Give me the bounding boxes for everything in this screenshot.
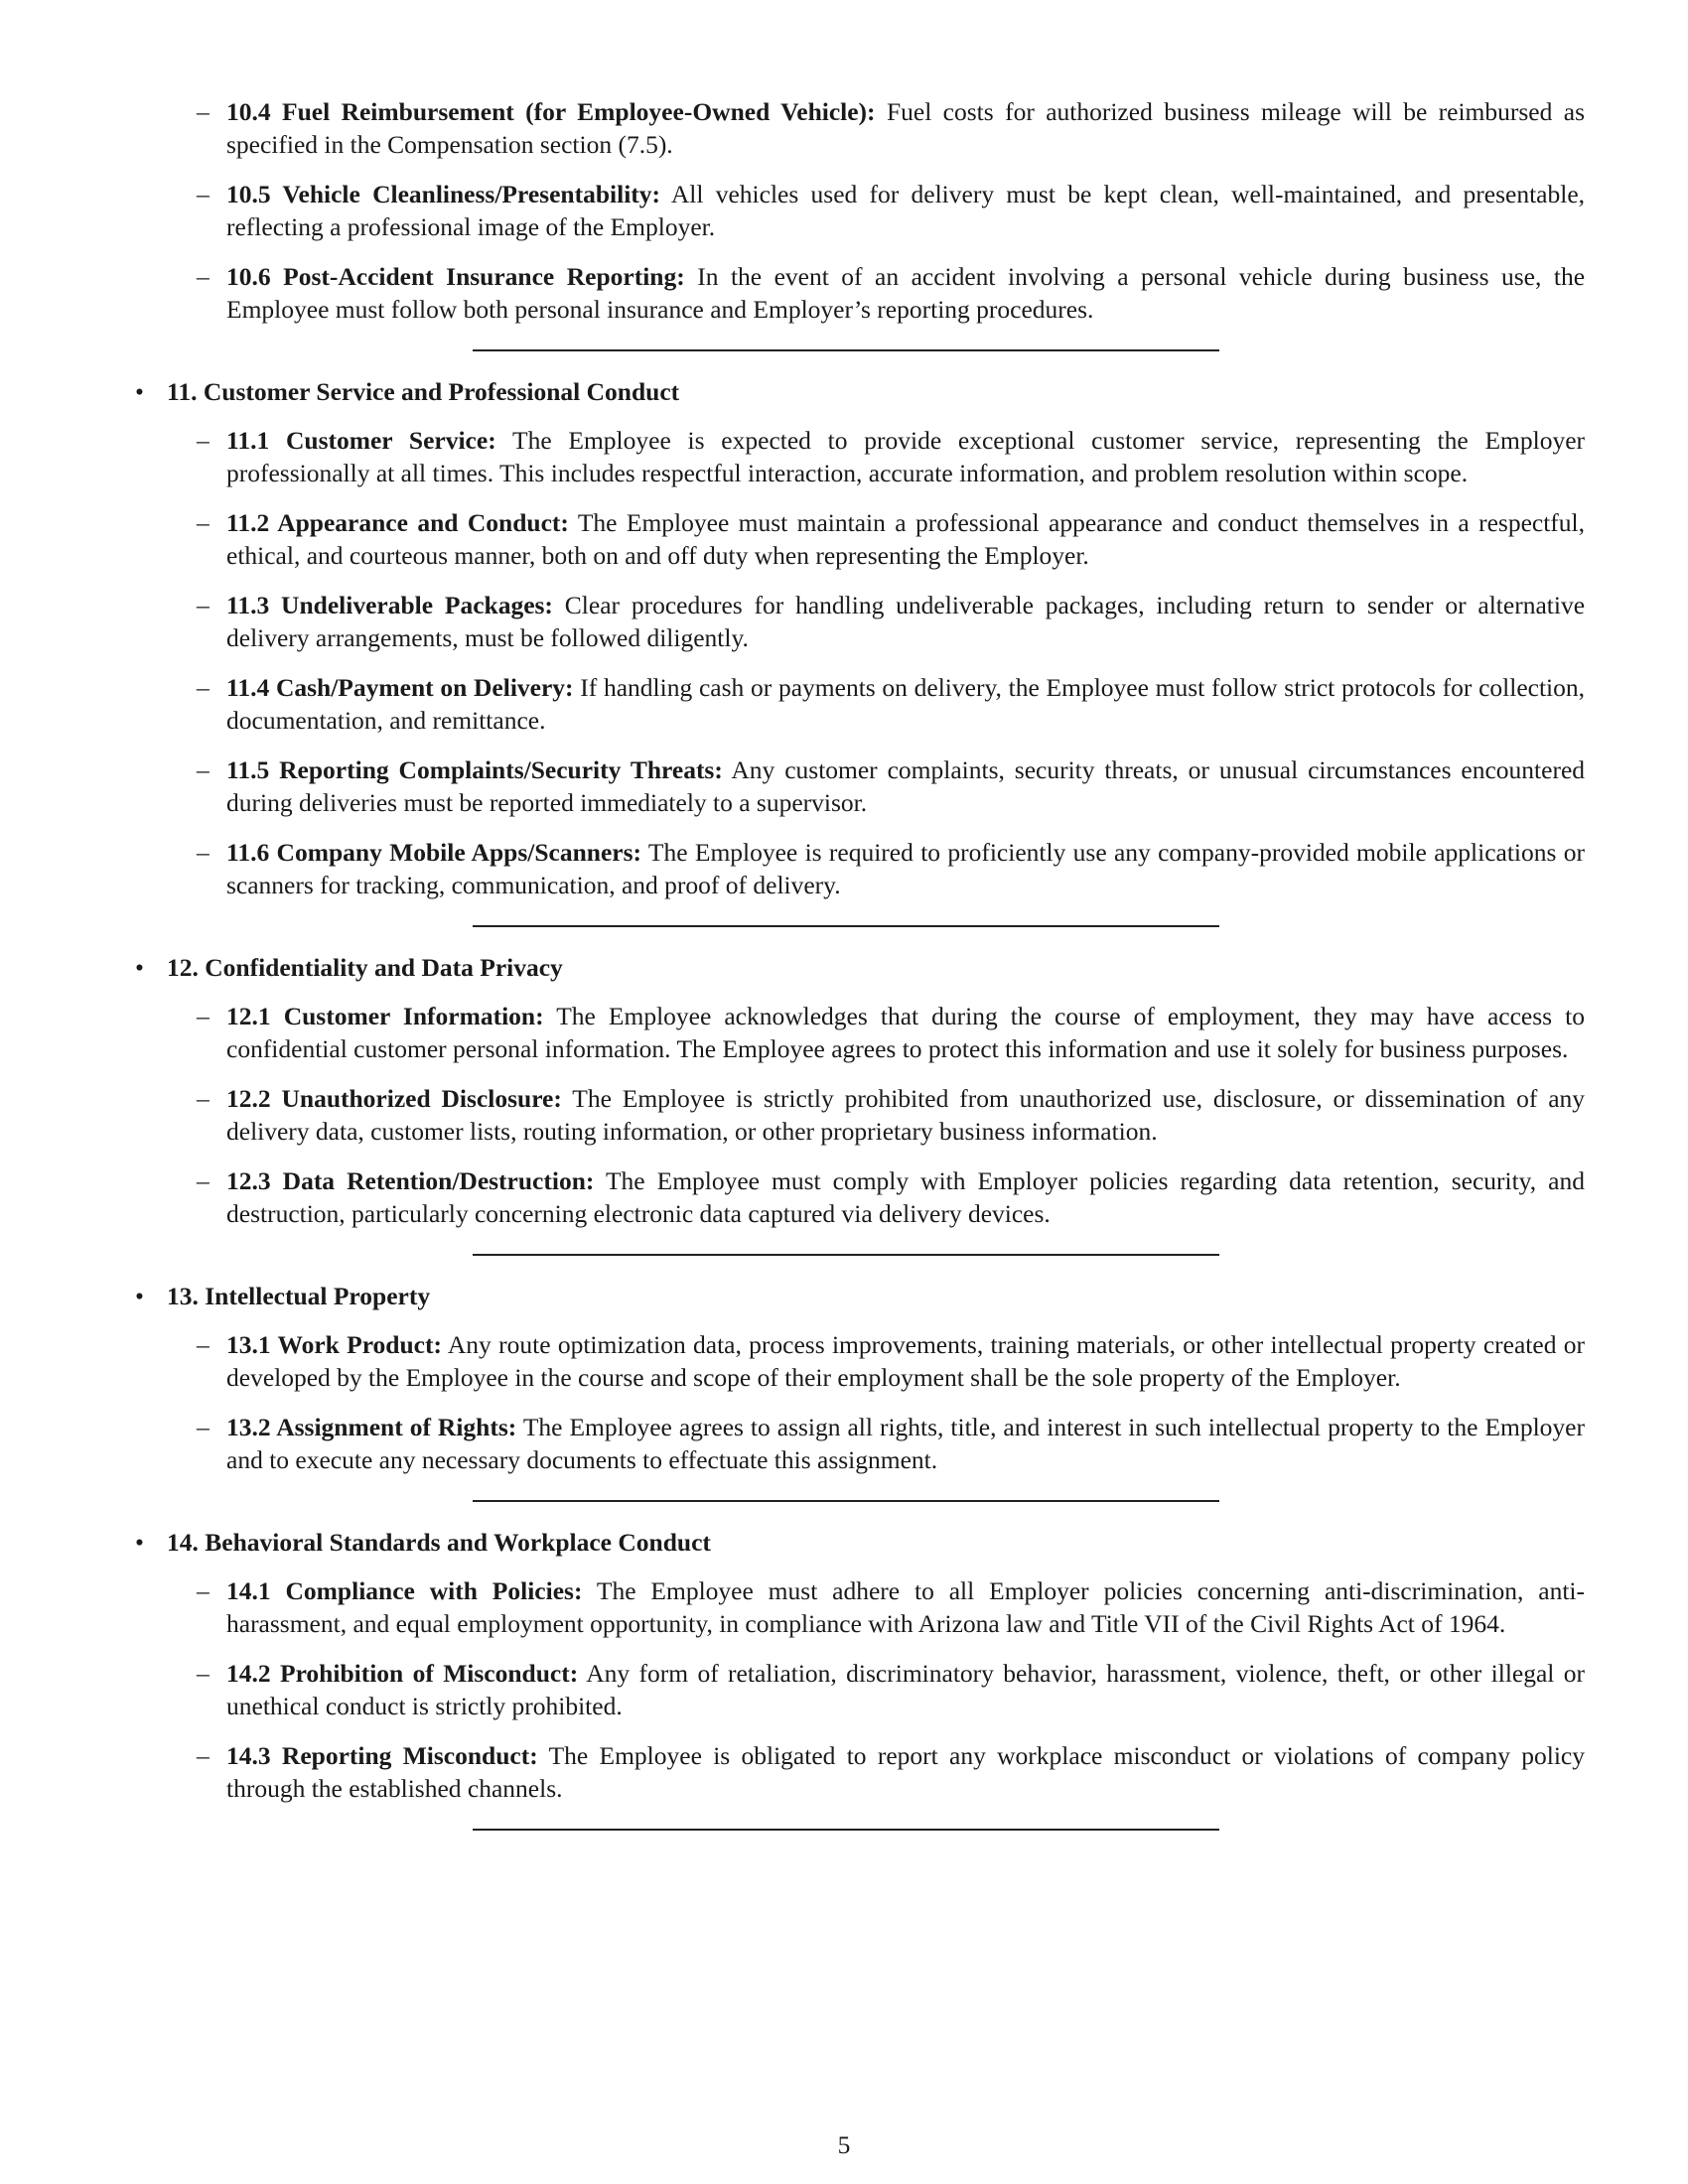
clause-term: 14.3 Reporting Misconduct: — [226, 1741, 538, 1770]
clause-text: The Employee is strictly prohibited from unauthorized use, disclosure, or dissemination of any delivery data, customer lists, routing information, or other proprietary business information. — [226, 1084, 1586, 1146]
clause-text: The Employee must comply with Employer policies regarding data retention, security, and destruction, particularly concerning electronic data captured via delivery devices. — [226, 1166, 1585, 1228]
clause-text: The Employee is obligated to report any workplace misconduct or violations of company policy through the established channels. — [226, 1741, 1585, 1803]
dash-marker: – — [197, 1166, 210, 1195]
clause-term: 13.1 Work Product: — [226, 1330, 442, 1359]
clause-term: 10.5 Vehicle Cleanliness/Presentability: — [226, 180, 661, 208]
clause-term: 11.4 Cash/Payment on Delivery: — [226, 673, 574, 702]
clause-term: 13.2 Assignment of Rights: — [226, 1413, 517, 1441]
section-heading-text: 13. Intellectual Property — [167, 1282, 431, 1310]
section-13 — [131, 1280, 1585, 1502]
clause-11-1 — [131, 424, 1585, 489]
clause-text: All vehicles used for delivery must be kept clean, well-maintained, and presentable, reflecting a professional image of the Employer. — [226, 180, 1586, 241]
section-14-list — [131, 1574, 1585, 1805]
section-heading-text: 12. Confidentiality and Data Privacy — [167, 953, 563, 982]
clause-term: 11.6 Company Mobile Apps/Scanners: — [226, 838, 642, 867]
section-11 — [131, 375, 1585, 927]
section-heading-text: 11. Customer Service and Professional Conduct — [167, 377, 680, 406]
clause-text: The Employee is required to proficiently use any company-provided mobile applications or scanners for tracking, communication, and proof of delivery. — [226, 838, 1585, 899]
section-12-list — [131, 1000, 1585, 1230]
dash-marker: – — [197, 1330, 210, 1359]
dash-marker: – — [197, 426, 210, 455]
clause-text: Any route optimization data, process improvements, training materials, or other intellectual property created or developed by the Employee in the course and scope of their employment shall be the sole property of the Employer. — [226, 1330, 1585, 1392]
clause-text: Fuel costs for authorized business mileage will be reimbursed as specified in the Compensation section (7.5). — [226, 97, 1586, 159]
clause-13-2 — [131, 1411, 1585, 1476]
clause-term: 14.2 Prohibition of Misconduct: — [226, 1659, 579, 1688]
clause-term: 14.1 Compliance with Policies: — [226, 1576, 583, 1605]
bullet-marker: • — [135, 1528, 144, 1557]
clause-text: In the event of an accident involving a personal vehicle during business use, the Employee must follow both personal insurance and Employer’s reporting procedures. — [226, 262, 1586, 324]
section-heading — [131, 951, 1585, 984]
bullet-marker: • — [135, 377, 144, 406]
page-number: 5 — [837, 2130, 851, 2159]
clause-text: Any form of retaliation, discriminatory behavior, harassment, violence, theft, or other illegal or unethical conduct is strictly prohibited. — [226, 1659, 1586, 1720]
clause-term: 12.2 Unauthorized Disclosure: — [226, 1084, 562, 1113]
section-11-list — [131, 424, 1585, 901]
dash-marker: – — [197, 755, 210, 784]
clause-12-3 — [131, 1164, 1585, 1230]
clause-text: The Employee must adhere to all Employer policies concerning anti-discrimination, anti-harassment, and equal employment opportunity, in compliance with Arizona law and Title VII of the Civil Rights Act of 1964. — [226, 1576, 1585, 1638]
section-12 — [131, 951, 1585, 1256]
dash-marker: – — [197, 591, 210, 619]
dash-marker: – — [197, 508, 210, 537]
section-heading-text: 14. Behavioral Standards and Workplace Conduct — [167, 1528, 711, 1557]
clause-14-3 — [131, 1739, 1585, 1805]
clause-text: The Employee acknowledges that during the course of employment, they may have access to confidential customer personal information. The Employee agrees to protect this information and use it solely for business purposes. — [226, 1002, 1585, 1063]
section-divider — [473, 1500, 1219, 1502]
section-heading — [131, 1280, 1585, 1312]
dash-marker: – — [197, 262, 210, 291]
clause-12-2 — [131, 1082, 1585, 1148]
section-divider — [473, 925, 1219, 927]
dash-marker: – — [197, 1413, 210, 1441]
dash-marker: – — [197, 1659, 210, 1688]
clause-term: 10.4 Fuel Reimbursement (for Employee-Owned Vehicle): — [226, 97, 876, 126]
section-14 — [131, 1526, 1585, 1831]
clause-text: Any customer complaints, security threats, or unusual circumstances encountered during deliveries must be reported immediately to a supervisor. — [226, 755, 1586, 817]
document-content — [131, 95, 1585, 1831]
clause-10-6 — [131, 260, 1585, 326]
section-divider — [473, 1829, 1219, 1831]
section-heading — [131, 375, 1585, 408]
dash-marker: – — [197, 1576, 210, 1605]
section-divider — [473, 349, 1219, 351]
section-13-list — [131, 1328, 1585, 1476]
clause-term: 11.5 Reporting Complaints/Security Threats: — [226, 755, 723, 784]
clause-11-5 — [131, 753, 1585, 819]
clause-text: The Employee must maintain a professional appearance and conduct themselves in a respectful, ethical, and courteous manner, both on and off duty when representing the Employer. — [226, 508, 1585, 570]
clause-11-6 — [131, 836, 1585, 901]
clause-14-2 — [131, 1657, 1585, 1722]
section-heading — [131, 1526, 1585, 1559]
clause-12-1 — [131, 1000, 1585, 1065]
clause-text: If handling cash or payments on delivery, the Employee must follow strict protocols for collection, documentation, and remittance. — [226, 673, 1586, 735]
clause-text: The Employee is expected to provide exceptional customer service, representing the Employer professionally at all times. This includes respectful interaction, accurate information, and problem resolution within scope. — [226, 426, 1585, 487]
clause-11-2 — [131, 506, 1585, 572]
dash-marker: – — [197, 180, 210, 208]
clause-text: The Employee agrees to assign all rights, title, and interest in such intellectual property to the Employer and to execute any necessary documents to effectuate this assignment. — [226, 1413, 1585, 1474]
dash-marker: – — [197, 673, 210, 702]
clause-term: 11.1 Customer Service: — [226, 426, 496, 455]
clause-term: 11.3 Undeliverable Packages: — [226, 591, 553, 619]
dash-marker: – — [197, 838, 210, 867]
clause-term: 11.2 Appearance and Conduct: — [226, 508, 569, 537]
clause-term: 10.6 Post-Accident Insurance Reporting: — [226, 262, 685, 291]
bullet-marker: • — [135, 1282, 144, 1310]
section-10-continued-list — [131, 95, 1585, 326]
clause-14-1 — [131, 1574, 1585, 1640]
clause-13-1 — [131, 1328, 1585, 1394]
clause-term: 12.1 Customer Information: — [226, 1002, 544, 1030]
clause-term: 12.3 Data Retention/Destruction: — [226, 1166, 595, 1195]
clause-11-3 — [131, 589, 1585, 654]
clause-11-4 — [131, 671, 1585, 737]
clause-10-4 — [131, 95, 1585, 161]
dash-marker: – — [197, 1084, 210, 1113]
dash-marker: – — [197, 1002, 210, 1030]
section-divider — [473, 1254, 1219, 1256]
clause-10-5 — [131, 178, 1585, 243]
dash-marker: – — [197, 97, 210, 126]
bullet-marker: • — [135, 953, 144, 982]
clause-text: Clear procedures for handling undeliverable packages, including return to sender or alternative delivery arrangements, must be followed diligently. — [226, 591, 1586, 652]
dash-marker: – — [197, 1741, 210, 1770]
